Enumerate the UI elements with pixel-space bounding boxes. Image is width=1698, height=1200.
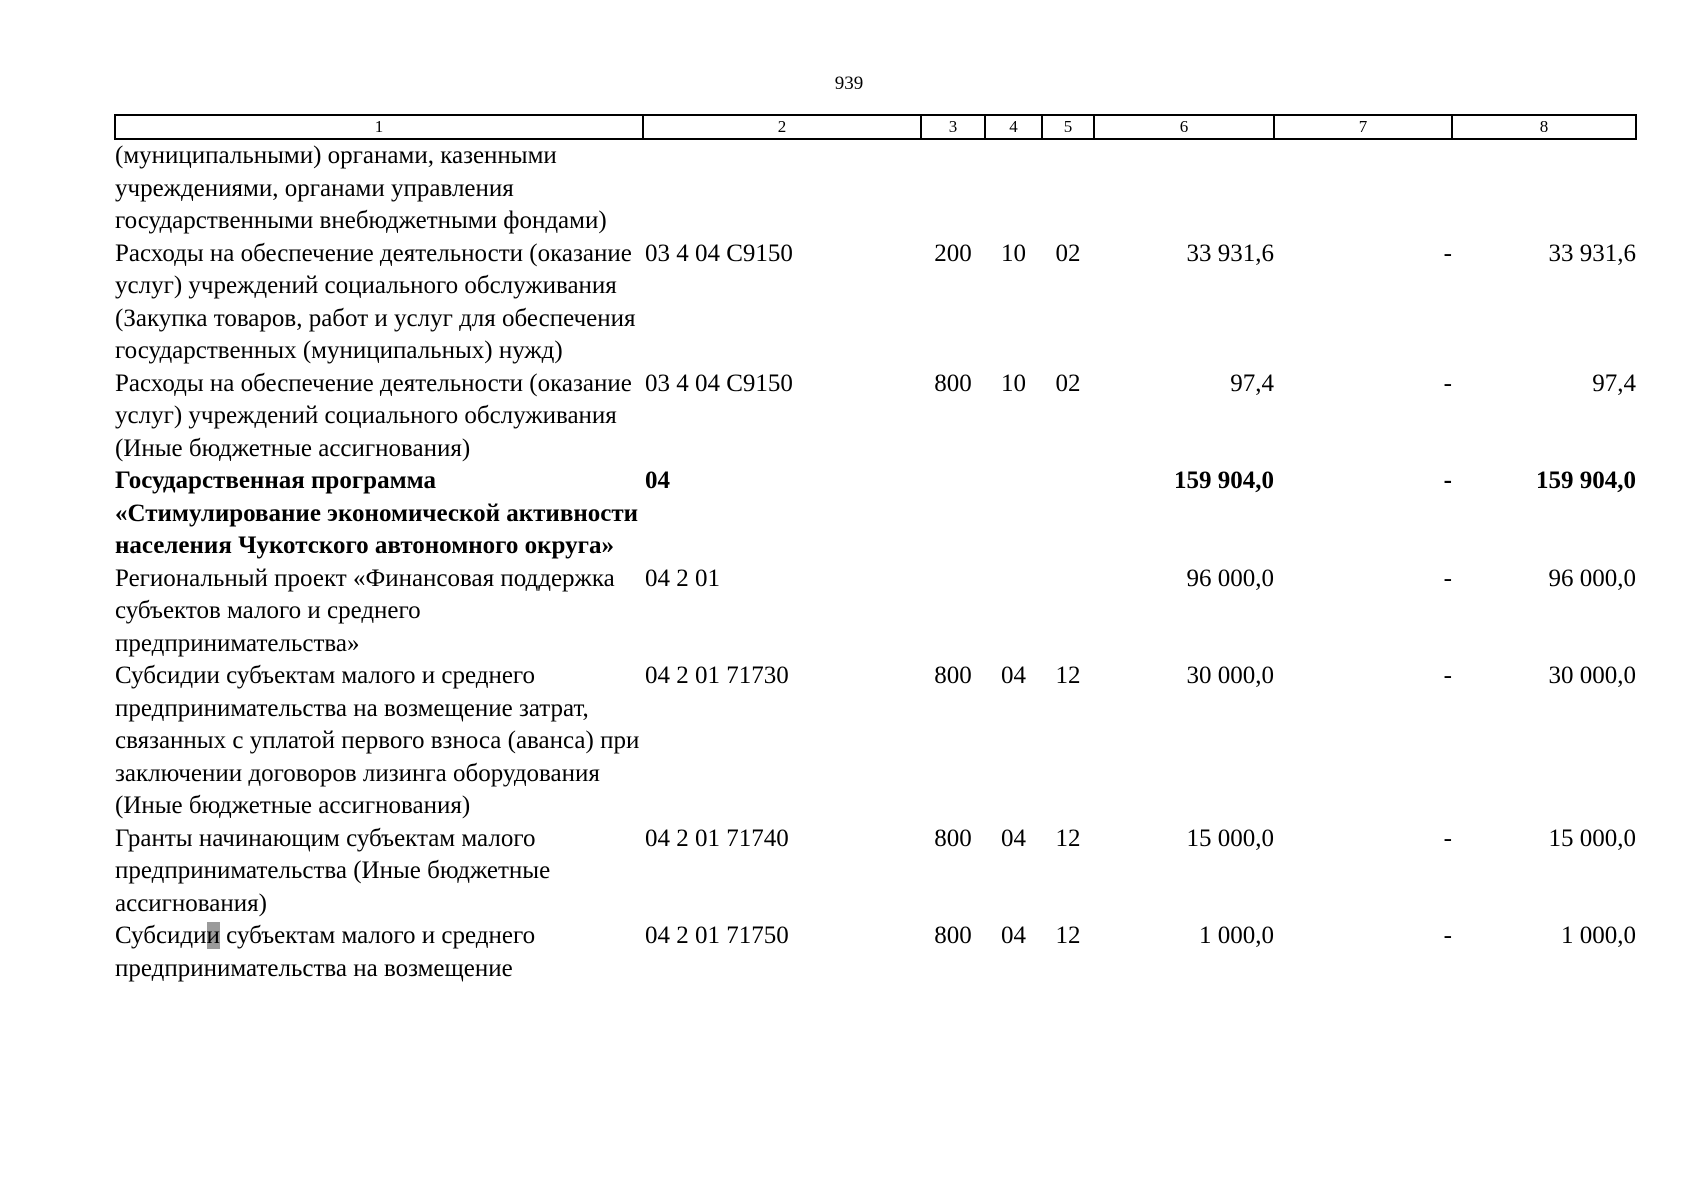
table-body [115,139,1636,985]
column-number: 7 [1274,115,1452,139]
text-selection: и [206,922,220,949]
target-code: 03 4 04 С9150 [645,239,793,267]
amount-col-8: 96 000,0 [1548,564,1636,592]
section [985,465,1042,563]
expense-type: 200 [934,239,972,267]
section [985,563,1042,661]
item-name: Региональный проект «Финансовая поддержка субъектов малого и среднего предпринимательства» [115,564,615,657]
amount-col-6: 96 000,0 [1186,564,1274,592]
amount-col-6: 33 931,6 [1186,239,1274,267]
expense-type [921,465,985,563]
item-name: Государственная программа «Стимулирование экономической активности населения Чукотского автономного округа» [115,467,639,559]
column-number: 8 [1452,115,1636,139]
section: 04 [1001,662,1026,689]
target-code: 04 2 01 71750 [645,922,789,949]
amount-col-7: - [1443,467,1452,494]
expense-type: 800 [934,824,972,852]
expense-type: 800 [934,369,972,397]
subsection: 12 [1055,922,1081,949]
subsection [1042,563,1094,661]
amount-col-6: 1 000,0 [1199,922,1274,949]
item-name: Субсидии субъектам малого и среднего предпринимательства на возмещение затрат, связанных с уплатой первого взноса (аванса) при заключении договоров лизинга оборудования (Иные бюджетные ассигнования) [115,662,640,819]
table-row [115,139,1636,238]
amount-col-6: 159 904,0 [1174,467,1274,494]
target-code: 04 2 01 71730 [645,662,789,689]
subsection: 02 [1055,369,1081,397]
item-name: (муниципальными) органами, казенными учреждениями, органами управления государственными внебюджетными фондами) [115,142,607,234]
budget-table [114,114,1637,985]
amount-col-8 [1452,139,1636,238]
target-code: 03 4 04 С9150 [645,369,793,397]
section: 10 [1001,369,1026,397]
amount-col-7: - [1443,564,1452,592]
expense-type [921,139,985,238]
amount-col-6: 15 000,0 [1186,824,1274,852]
subsection [1042,139,1094,238]
amount-col-8: 15 000,0 [1548,824,1636,852]
amount-col-7: - [1443,922,1452,949]
amount-col-7: - [1443,369,1452,397]
column-number: 3 [921,115,985,139]
subsection [1042,465,1094,563]
subsection: 02 [1055,239,1081,267]
section [985,139,1042,238]
section: 04 [1001,824,1026,852]
subsection: 12 [1055,662,1081,689]
target-code: 04 2 01 [645,564,720,592]
amount-col-6: 30 000,0 [1186,662,1274,689]
column-number: 4 [985,115,1042,139]
expense-type: 800 [934,662,972,689]
amount-col-7: - [1443,824,1452,852]
amount-col-7: - [1443,239,1452,267]
target-code: 04 [645,467,670,494]
item-name: Субсидии субъектам малого и среднего предпринимательства на возмещение [115,922,536,982]
item-name: Гранты начинающим субъектам малого предпринимательства (Иные бюджетные ассигнования) [115,824,551,917]
amount-col-8: 159 904,0 [1536,467,1636,494]
amount-col-6 [1094,139,1274,238]
amount-col-8: 30 000,0 [1548,662,1636,689]
amount-col-7: - [1443,662,1452,689]
column-number: 5 [1042,115,1094,139]
item-name: Расходы на обеспечение деятельности (оказание услуг) учреждений социального обслуживания (Иные бюджетные ассигнования) [115,369,632,462]
table-row [115,368,1636,466]
amount-col-8: 33 931,6 [1548,239,1636,267]
target-code [643,139,921,238]
table-row [115,238,1636,368]
amount-col-8: 97,4 [1592,369,1636,397]
section: 04 [1001,922,1026,949]
column-number: 2 [643,115,921,139]
section: 10 [1001,239,1026,267]
column-number-row [115,115,1636,139]
amount-col-8: 1 000,0 [1561,922,1636,949]
table-row [115,823,1636,921]
amount-col-6: 97,4 [1230,369,1274,397]
column-number: 1 [115,115,643,139]
amount-col-7 [1274,139,1452,238]
subsection: 12 [1055,824,1081,852]
item-name: Расходы на обеспечение деятельности (оказание услуг) учреждений социального обслуживания (Закупка товаров, работ и услуг для обеспечения государственных (муниципальных) нужд) [115,239,636,364]
expense-type [921,563,985,661]
table-row [115,660,1636,823]
target-code: 04 2 01 71740 [645,824,789,852]
page-number: 939 [834,73,864,94]
table-row [115,465,1636,563]
table-row [115,920,1636,985]
expense-type: 800 [934,922,972,949]
table-row [115,563,1636,661]
column-number: 6 [1094,115,1274,139]
